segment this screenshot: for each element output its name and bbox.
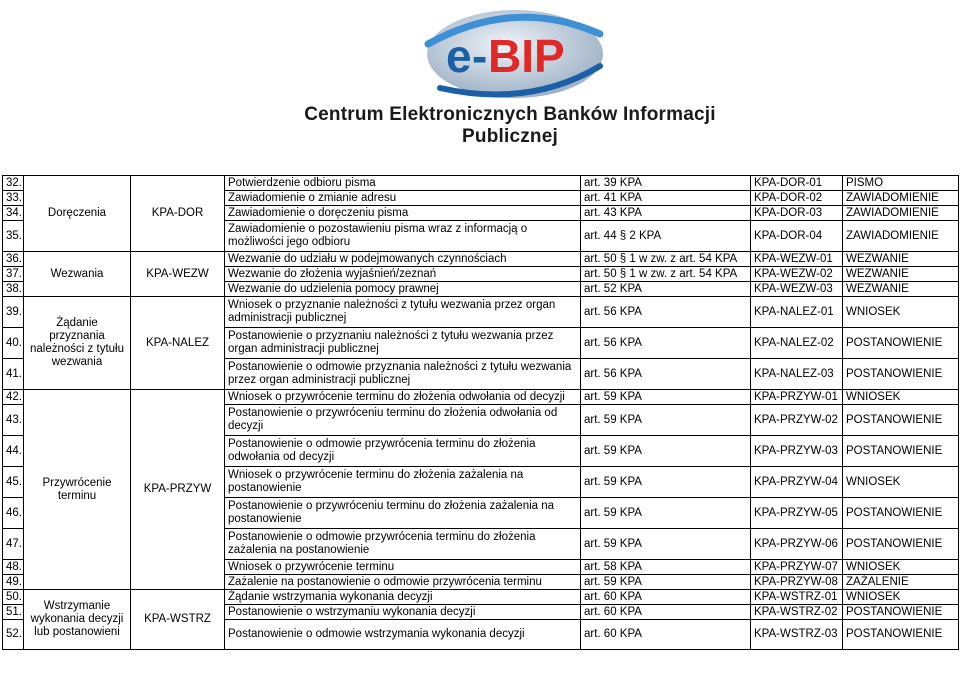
symbol-cell: KPA-DOR-03 (751, 206, 843, 221)
logo-e: e (446, 30, 472, 82)
row-number: 41. (3, 359, 24, 390)
row-number: 40. (3, 328, 24, 359)
document-table (2, 175, 959, 650)
row-number: 35. (3, 221, 24, 252)
category-cell: Doręczenia (24, 176, 131, 252)
category-cell: Wezwania (24, 252, 131, 297)
legal-basis-cell: art. 44 § 2 KPA (581, 221, 751, 252)
document-type-cell: WEZWANIE (843, 282, 959, 297)
row-number: 32. (3, 176, 24, 191)
legal-basis-cell: art. 56 KPA (581, 297, 751, 328)
legal-basis-cell: art. 50 § 1 w zw. z art. 54 KPA (581, 252, 751, 267)
symbol-cell: KPA-WSTRZ-02 (751, 605, 843, 620)
page-header (0, 0, 960, 172)
legal-basis-cell: art. 59 KPA (581, 405, 751, 436)
symbol-cell: KPA-PRZYW-05 (751, 498, 843, 529)
symbol-cell: KPA-PRZYW-04 (751, 467, 843, 498)
legal-basis-cell: art. 50 § 1 w zw. z art. 54 KPA (581, 267, 751, 282)
description-cell: Żądanie wstrzymania wykonania decyzji (225, 590, 581, 605)
logo-dash: - (472, 30, 488, 82)
legal-basis-cell: art. 59 KPA (581, 436, 751, 467)
row-number: 50. (3, 590, 24, 605)
symbol-cell: KPA-WEZW-01 (751, 252, 843, 267)
document-type-cell: POSTANOWIENIE (843, 605, 959, 620)
category-cell: Przywrócenie terminu (24, 390, 131, 590)
document-type-cell: POSTANOWIENIE (843, 405, 959, 436)
symbol-cell: KPA-PRZYW-08 (751, 575, 843, 590)
table-row (3, 176, 959, 191)
description-cell: Wniosek o przyznanie należności z tytułu wezwania przez organ administracji publicznej (225, 297, 581, 328)
row-number: 34. (3, 206, 24, 221)
document-type-cell: ZAWIADOMIENIE (843, 221, 959, 252)
category-cell: Żądanie przyznania należności z tytułu wezwania (24, 297, 131, 390)
symbol-cell: KPA-DOR-04 (751, 221, 843, 252)
row-number: 48. (3, 560, 24, 575)
legal-basis-cell: art. 52 KPA (581, 282, 751, 297)
row-number: 52. (3, 620, 24, 650)
symbol-cell: KPA-DOR-01 (751, 176, 843, 191)
legal-basis-cell: art. 39 KPA (581, 176, 751, 191)
row-number: 38. (3, 282, 24, 297)
symbol-cell: KPA-DOR-02 (751, 191, 843, 206)
document-type-cell: WNIOSEK (843, 297, 959, 328)
document-type-cell: ZAŻALENIE (843, 575, 959, 590)
symbol-cell: KPA-WEZW-02 (751, 267, 843, 282)
legal-basis-cell: art. 60 KPA (581, 605, 751, 620)
description-cell: Postanowienie o odmowie przyznania należności z tytułu wezwania przez organ administracji publicznej (225, 359, 581, 390)
document-type-cell: POSTANOWIENIE (843, 328, 959, 359)
symbol-cell: KPA-NALEZ-03 (751, 359, 843, 390)
row-number: 42. (3, 390, 24, 405)
symbol-cell: KPA-WEZW-03 (751, 282, 843, 297)
description-cell: Wezwanie do udziału w podejmowanych czynnościach (225, 252, 581, 267)
row-number: 47. (3, 529, 24, 560)
symbol-cell: KPA-WSTRZ-03 (751, 620, 843, 650)
row-number: 44. (3, 436, 24, 467)
document-type-cell: POSTANOWIENIE (843, 529, 959, 560)
symbol-cell: KPA-PRZYW-02 (751, 405, 843, 436)
category-code-cell: KPA-WSTRZ (131, 590, 225, 650)
document-type-cell: WNIOSEK (843, 590, 959, 605)
description-cell: Postanowienie o przyznaniu należności z tytułu wezwania przez organ administracji publicznej (225, 328, 581, 359)
symbol-cell: KPA-WSTRZ-01 (751, 590, 843, 605)
document-type-cell: ZAWIADOMIENIE (843, 191, 959, 206)
row-number: 33. (3, 191, 24, 206)
legal-basis-cell: art. 59 KPA (581, 467, 751, 498)
symbol-cell: KPA-PRZYW-06 (751, 529, 843, 560)
description-cell: Zawiadomienie o pozostawieniu pisma wraz z informacją o możliwości jego odbioru (225, 221, 581, 252)
document-type-cell: WNIOSEK (843, 560, 959, 575)
table-row (3, 252, 959, 267)
document-type-cell: POSTANOWIENIE (843, 359, 959, 390)
description-cell: Zażalenie na postanowienie o odmowie przywrócenia terminu (225, 575, 581, 590)
legal-basis-cell: art. 56 KPA (581, 359, 751, 390)
logo-bip: BIP (488, 30, 565, 82)
description-cell: Potwierdzenie odbioru pisma (225, 176, 581, 191)
legal-basis-cell: art. 59 KPA (581, 390, 751, 405)
legal-basis-cell: art. 58 KPA (581, 560, 751, 575)
symbol-cell: KPA-PRZYW-03 (751, 436, 843, 467)
document-type-cell: ZAWIADOMIENIE (843, 206, 959, 221)
symbol-cell: KPA-NALEZ-02 (751, 328, 843, 359)
row-number: 37. (3, 267, 24, 282)
document-type-cell: WEZWANIE (843, 267, 959, 282)
row-number: 49. (3, 575, 24, 590)
description-cell: Postanowienie o odmowie wstrzymania wykonania decyzji (225, 620, 581, 650)
legal-basis-cell: art. 43 KPA (581, 206, 751, 221)
row-number: 43. (3, 405, 24, 436)
description-cell: Zawiadomienie o zmianie adresu (225, 191, 581, 206)
description-cell: Postanowienie o odmowie przywrócenia terminu do złożenia odwołania od decyzji (225, 436, 581, 467)
legal-basis-cell: art. 59 KPA (581, 529, 751, 560)
legal-basis-cell: art. 60 KPA (581, 590, 751, 605)
document-type-cell: PISMO (843, 176, 959, 191)
legal-basis-cell: art. 60 KPA (581, 620, 751, 650)
symbol-cell: KPA-PRZYW-07 (751, 560, 843, 575)
symbol-cell: KPA-NALEZ-01 (751, 297, 843, 328)
header-subtitle: Centrum Elektronicznych Banków Informacji Publicznej (304, 104, 716, 147)
row-number: 46. (3, 498, 24, 529)
description-cell: Postanowienie o wstrzymaniu wykonania decyzji (225, 605, 581, 620)
category-cell: Wstrzymanie wykonania decyzji lub postanowieni (24, 590, 131, 650)
table-row (3, 390, 959, 405)
document-type-cell: POSTANOWIENIE (843, 620, 959, 650)
document-type-cell: POSTANOWIENIE (843, 436, 959, 467)
row-number: 36. (3, 252, 24, 267)
description-cell: Zawiadomienie o doręczeniu pisma (225, 206, 581, 221)
category-code-cell: KPA-NALEZ (131, 297, 225, 390)
category-code-cell: KPA-DOR (131, 176, 225, 252)
category-code-cell: KPA-WEZW (131, 252, 225, 297)
legal-basis-cell: art. 56 KPA (581, 328, 751, 359)
document-type-cell: WNIOSEK (843, 390, 959, 405)
description-cell: Postanowienie o przywróceniu terminu do złożenia zażalenia na postanowienie (225, 498, 581, 529)
table-body (3, 176, 959, 650)
symbol-cell: KPA-PRZYW-01 (751, 390, 843, 405)
document-type-cell: WNIOSEK (843, 467, 959, 498)
document-type-cell: WEZWANIE (843, 252, 959, 267)
row-number: 39. (3, 297, 24, 328)
row-number: 51. (3, 605, 24, 620)
description-cell: Wezwanie do udzielenia pomocy prawnej (225, 282, 581, 297)
table-row (3, 297, 959, 328)
description-cell: Wezwanie do złożenia wyjaśnień/zeznań (225, 267, 581, 282)
description-cell: Postanowienie o przywróceniu terminu do złożenia odwołania od decyzji (225, 405, 581, 436)
row-number: 45. (3, 467, 24, 498)
description-cell: Postanowienie o odmowie przywrócenia terminu do złożenia zażalenia na postanowienie (225, 529, 581, 560)
legal-basis-cell: art. 59 KPA (581, 498, 751, 529)
legal-basis-cell: art. 41 KPA (581, 191, 751, 206)
description-cell: Wniosek o przywrócenie terminu do złożenia odwołania od decyzji (225, 390, 581, 405)
category-code-cell: KPA-PRZYW (131, 390, 225, 590)
document-type-cell: POSTANOWIENIE (843, 498, 959, 529)
description-cell: Wniosek o przywrócenie terminu (225, 560, 581, 575)
table-row (3, 590, 959, 605)
description-cell: Wniosek o przywrócenie terminu do złożenia zażalenia na postanowienie (225, 467, 581, 498)
ebip-logo-graphic (300, 4, 720, 104)
legal-basis-cell: art. 59 KPA (581, 575, 751, 590)
